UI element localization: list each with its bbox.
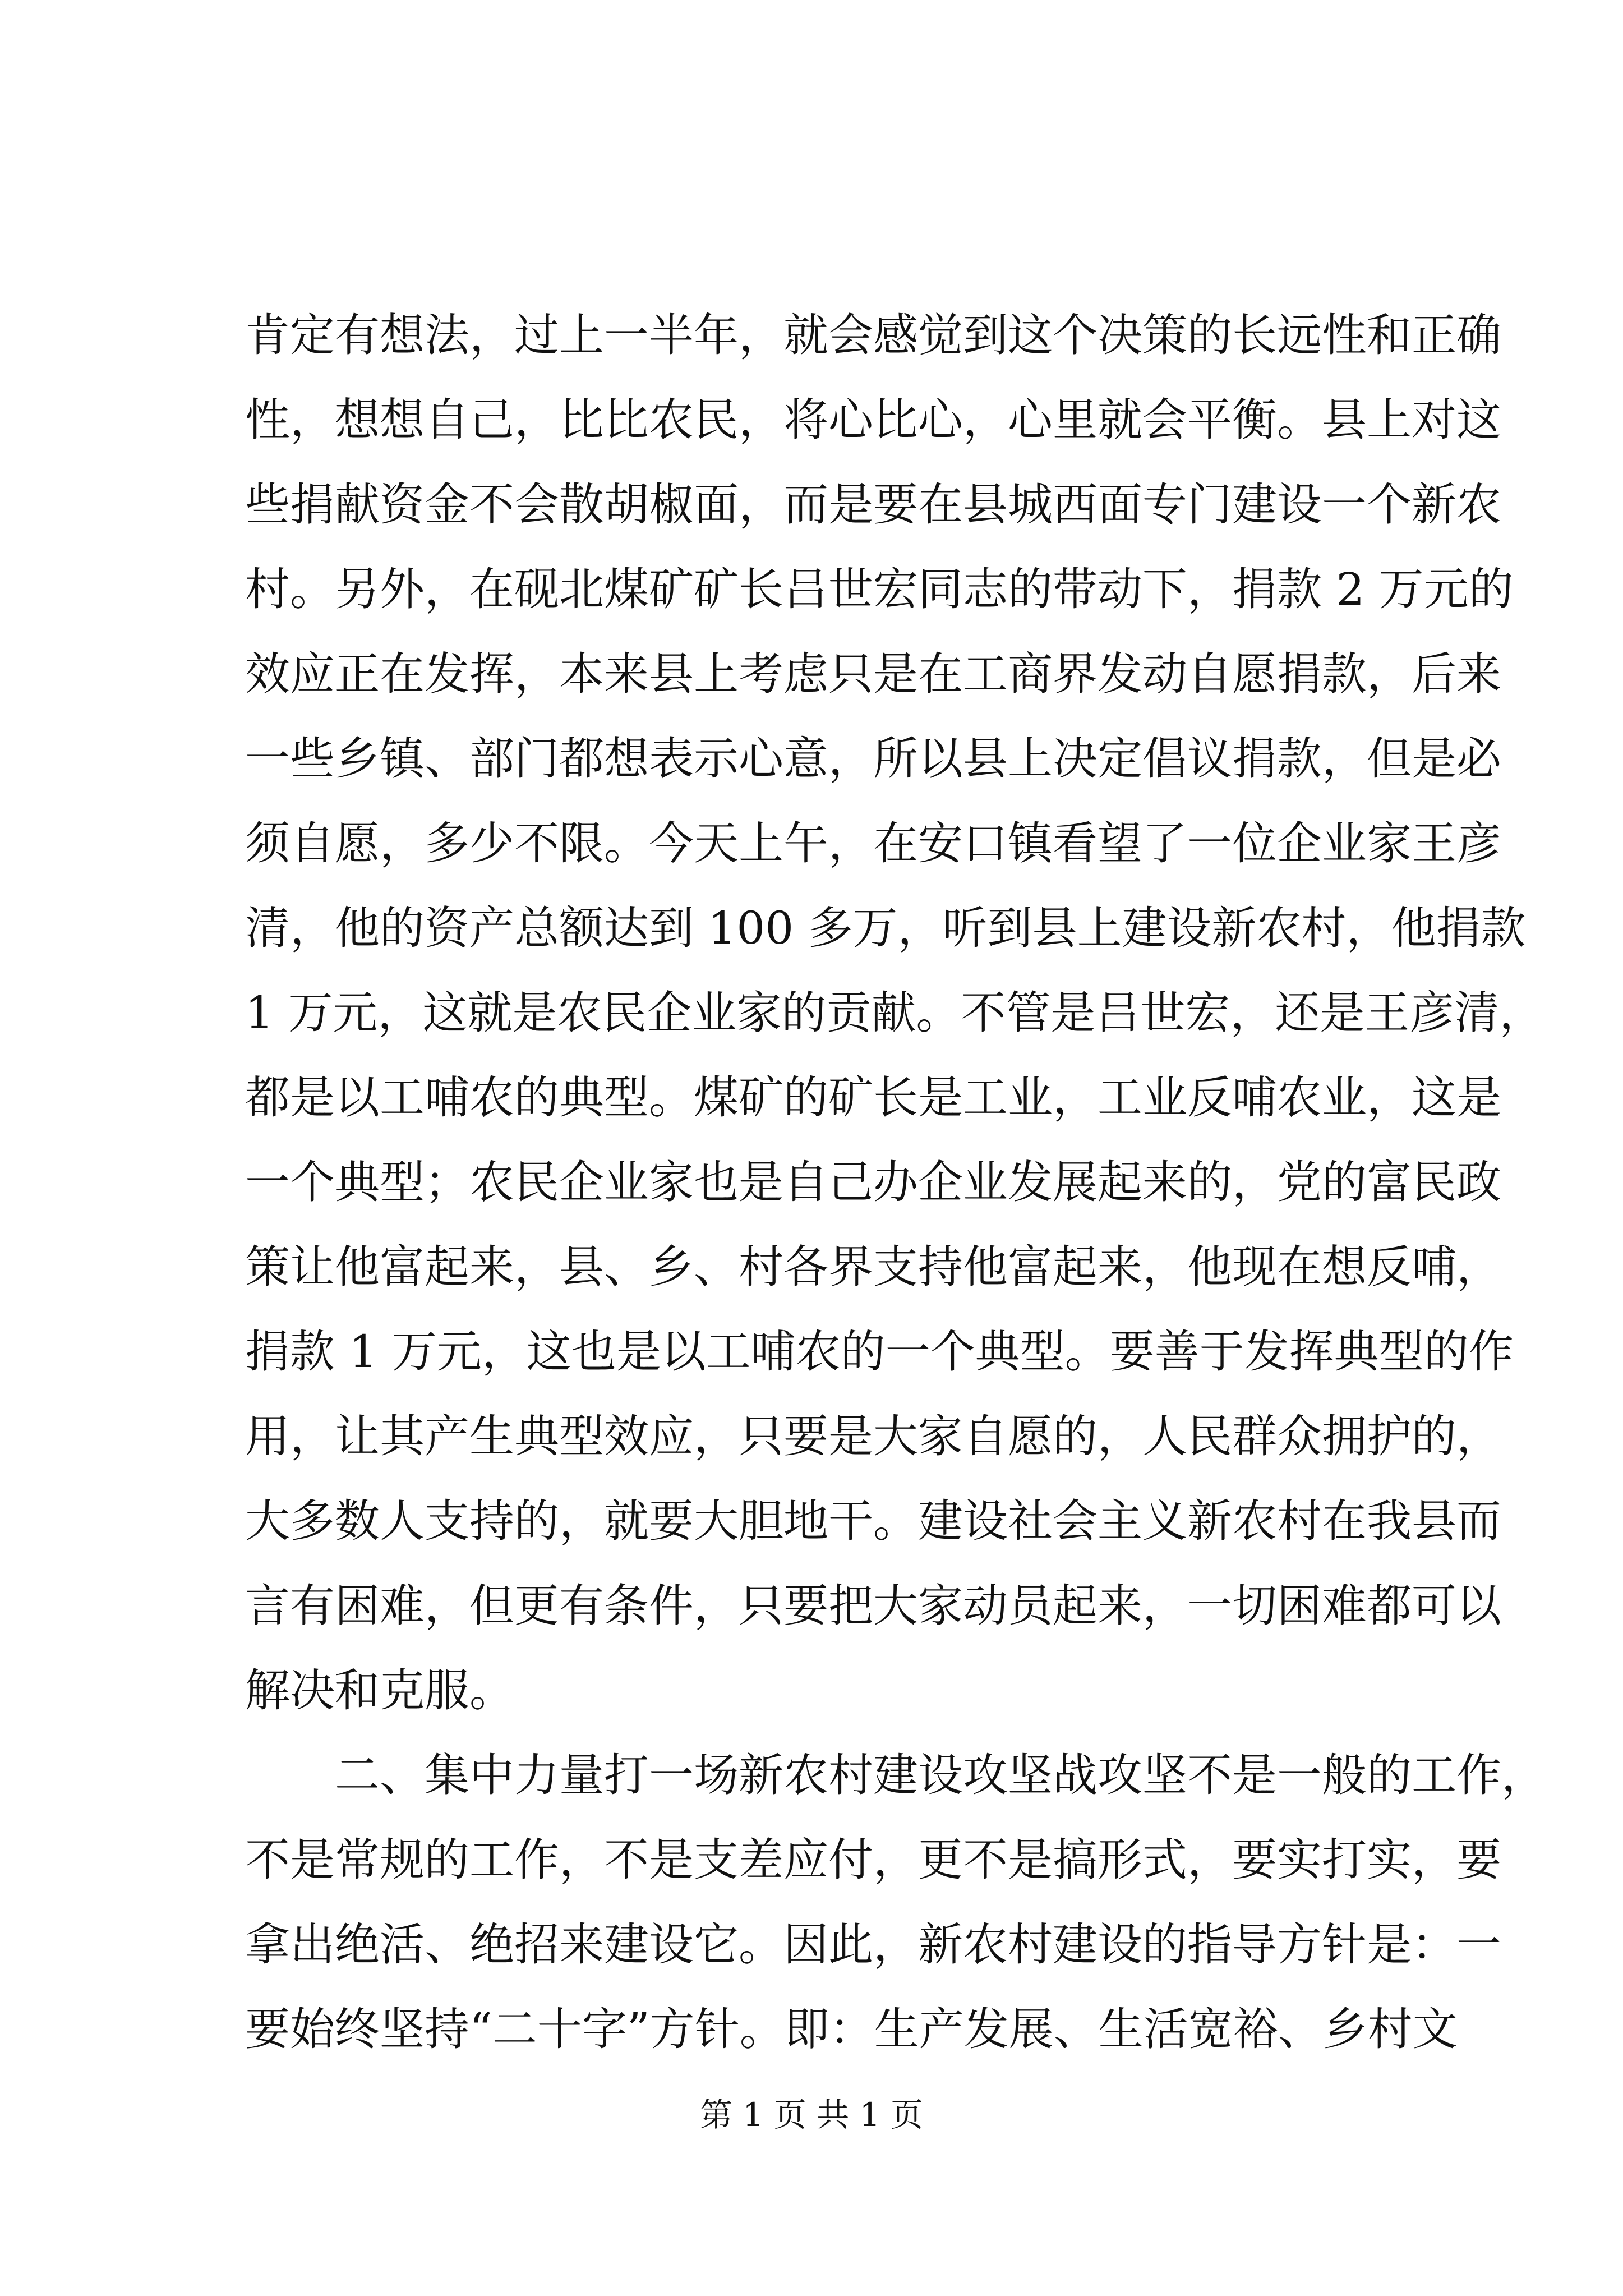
text-line: 一个典型；农民企业家也是自己办企业发展起来的，党的富民政 — [245, 1156, 1501, 1208]
text-line: 捐款 1 万元，这也是以工哺农的一个典型。要善于发挥典型的作 — [245, 1326, 1514, 1378]
text-line: 村。另外，在砚北煤矿矿长吕世宏同志的带动下，捐款 2 万元的 — [245, 563, 1514, 615]
text-line: 1 万元，这就是农民企业家的贡献。不管是吕世宏，还是王彦清， — [245, 987, 1544, 1039]
text-line: 性，想想自己，比比农民，将心比心，心里就会平衡。县上对这 — [245, 394, 1501, 446]
text-line: 二、集中力量打一场新农村建设攻坚战攻坚不是一般的工作， — [245, 1749, 1546, 1801]
text-line: 效应正在发挥，本来县上考虑只是在工商界发动自愿捐款，后来 — [245, 648, 1501, 700]
text-line: 一些乡镇、部门都想表示心意，所以县上决定倡议捐款，但是必 — [245, 733, 1501, 785]
text-line: 清，他的资产总额达到 100 多万，听到县上建设新农村，他捐款 — [245, 902, 1526, 954]
text-line: 策让他富起来，县、乡、村各界支持他富起来，他现在想反哺， — [245, 1241, 1501, 1293]
text-line: 大多数人支持的，就要大胆地干。建设社会主义新农村在我县而 — [245, 1495, 1501, 1547]
text-line: 言有困难，但更有条件，只要把大家动员起来，一切困难都可以 — [245, 1580, 1501, 1632]
text-line: 些捐献资金不会散胡椒面，而是要在县城西面专门建设一个新农 — [245, 478, 1501, 531]
text-line: 都是以工哺农的典型。煤矿的矿长是工业，工业反哺农业，这是 — [245, 1071, 1501, 1124]
text-line: 须自愿，多少不限。今天上午，在安口镇看望了一位企业家王彦 — [245, 817, 1501, 869]
page-number: 第 1 页 共 1 页 — [700, 2096, 923, 2134]
text-line: 肯定有想法，过上一半年，就会感觉到这个决策的长远性和正确 — [245, 309, 1501, 361]
text-line: 拿出绝活、绝招来建设它。因此，新农村建设的指导方针是：一 — [245, 1918, 1501, 1971]
body-text — [245, 293, 1546, 2072]
text-line: 不是常规的工作，不是支差应付，更不是搞形式，要实打实，要 — [245, 1834, 1501, 1886]
text-line: 解决和克服。 — [245, 1664, 514, 1717]
text-line: 用，让其产生典型效应，只要是大家自愿的，人民群众拥护的， — [245, 1410, 1501, 1462]
page-footer — [0, 2092, 1623, 2137]
text-line: 要始终坚持“二十字”方针。即：生产发展、生活宽裕、乡村文 — [245, 2003, 1458, 2055]
